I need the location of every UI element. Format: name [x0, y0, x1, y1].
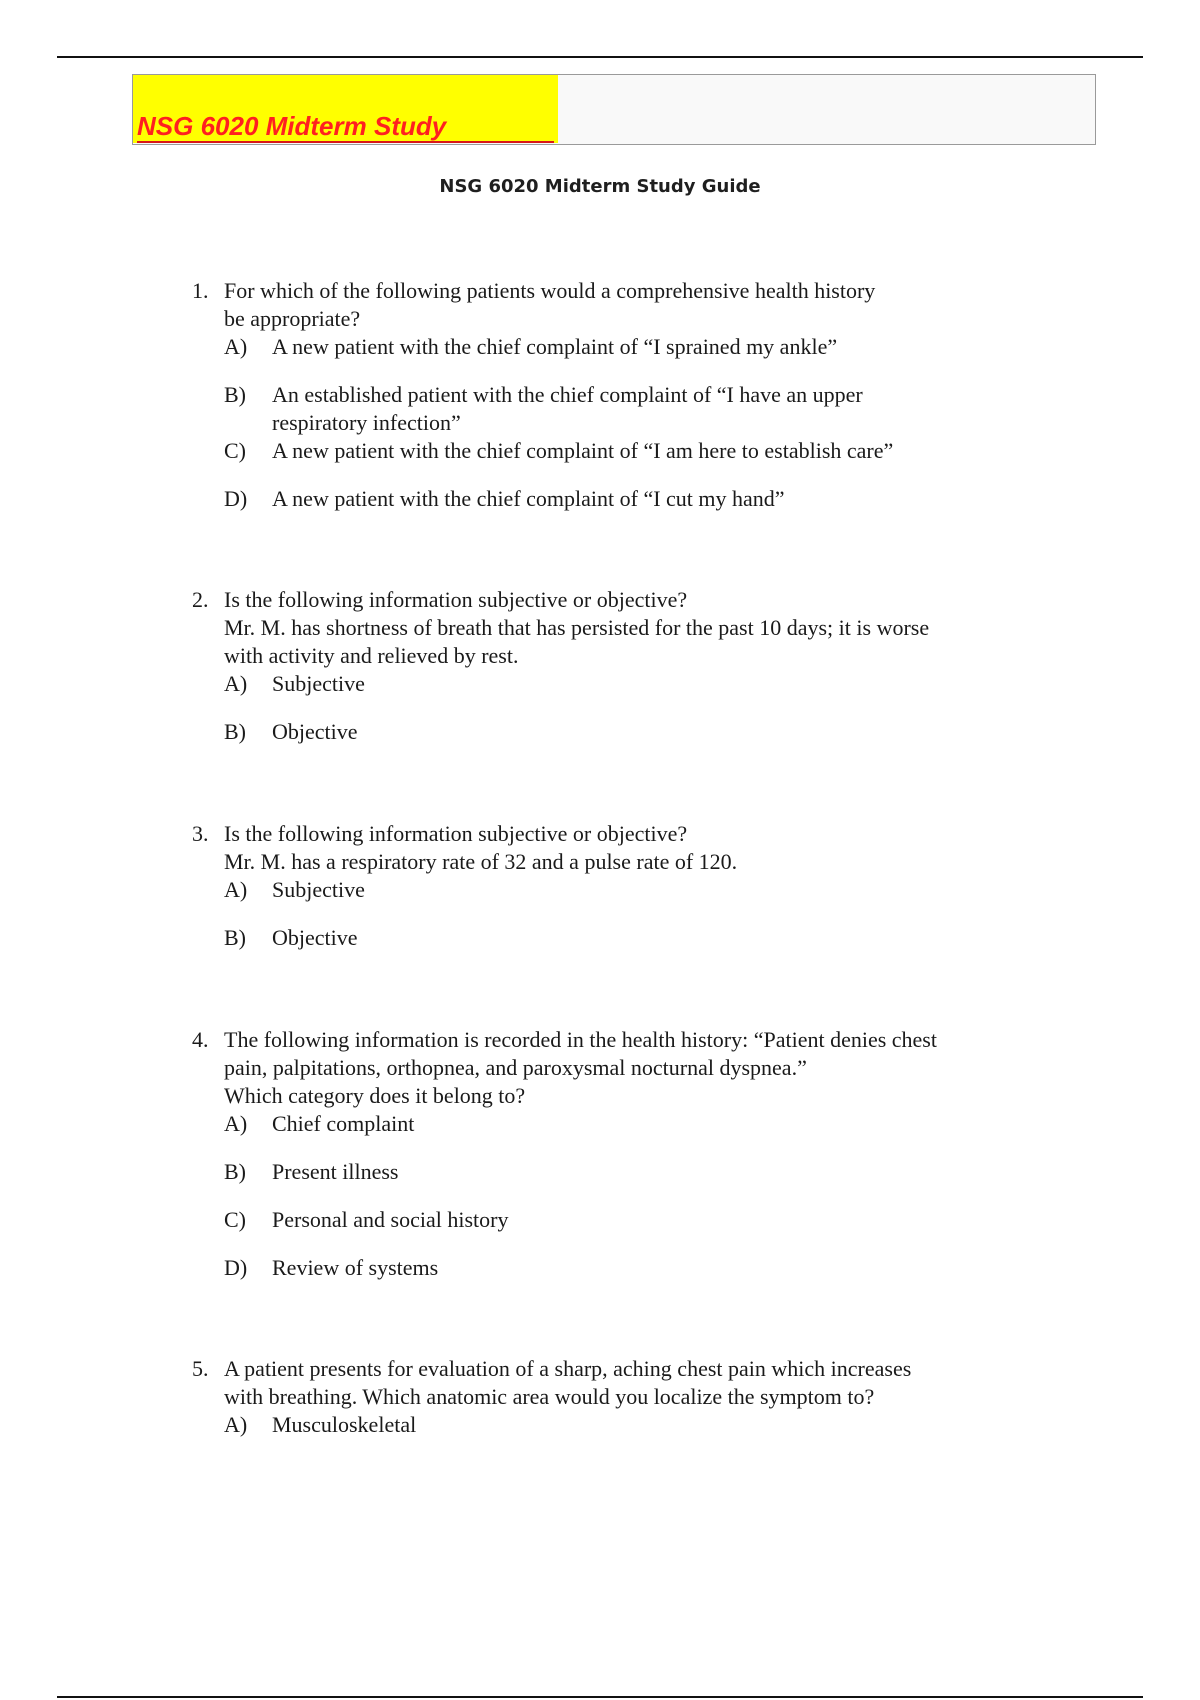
answer-option-b — [224, 1158, 1032, 1186]
question-line: Is the following information subjective or objective? — [224, 821, 688, 846]
question-number: 5. — [192, 1356, 209, 1381]
answer-options — [224, 333, 1032, 513]
option-line: Present illness — [272, 1159, 399, 1184]
option-letter: D) — [224, 1255, 248, 1280]
option-letter: C) — [224, 1207, 246, 1232]
answer-option-c — [224, 1206, 1032, 1234]
option-text — [272, 1110, 1032, 1138]
question-number: 4. — [192, 1027, 209, 1052]
option-letter: A) — [224, 1412, 248, 1437]
question-number: 1. — [192, 278, 209, 303]
option-text — [272, 437, 1032, 465]
question-line: A patient presents for evaluation of a sharp, aching chest pain which increases — [224, 1356, 912, 1381]
answer-options — [224, 876, 1032, 952]
question-3 — [192, 820, 1032, 952]
question-line: Is the following information subjective or objective? — [224, 587, 688, 612]
option-line: respiratory infection” — [272, 410, 461, 435]
option-letter: B) — [224, 719, 246, 744]
option-text — [272, 1158, 1032, 1186]
option-text — [272, 1206, 1032, 1234]
answer-option-a — [224, 1411, 1032, 1439]
answer-option-c — [224, 437, 1032, 465]
option-line: A new patient with the chief complaint of “I sprained my ankle” — [272, 334, 838, 359]
answer-option-a — [224, 876, 1032, 904]
option-line: Subjective — [272, 671, 365, 696]
answer-option-b — [224, 718, 1032, 746]
answer-option-a — [224, 333, 1032, 361]
option-text — [272, 381, 1032, 437]
question-1 — [192, 277, 1032, 513]
option-line: Objective — [272, 719, 358, 744]
question-line: For which of the following patients would a comprehensive health history — [224, 278, 876, 303]
option-letter: D) — [224, 486, 248, 511]
header-banner — [133, 75, 558, 143]
option-text — [272, 333, 1032, 361]
option-letter: A) — [224, 334, 248, 359]
question-line: pain, palpitations, orthopnea, and paroxysmal nocturnal dyspnea.” — [224, 1055, 807, 1080]
option-line: Personal and social history — [272, 1207, 509, 1232]
option-letter: B) — [224, 925, 246, 950]
option-text — [272, 924, 1032, 952]
question-4 — [192, 1026, 1032, 1282]
question-text — [224, 277, 1032, 333]
question-number: 2. — [192, 587, 209, 612]
option-text — [272, 670, 1032, 698]
option-letter: A) — [224, 671, 248, 696]
question-line: Mr. M. has a respiratory rate of 32 and a pulse rate of 120. — [224, 849, 738, 874]
answer-option-d — [224, 1254, 1032, 1282]
question-text — [224, 1026, 1032, 1110]
option-line: Objective — [272, 925, 358, 950]
option-letter: A) — [224, 877, 248, 902]
question-5 — [192, 1355, 1032, 1439]
option-letter: A) — [224, 1111, 248, 1136]
option-line: Chief complaint — [272, 1111, 415, 1136]
answer-options — [224, 1110, 1032, 1282]
question-line: be appropriate? — [224, 306, 361, 331]
option-text — [272, 1411, 1032, 1439]
option-line: A new patient with the chief complaint of “I cut my hand” — [272, 486, 785, 511]
question-text — [224, 1355, 1032, 1411]
header-banner-text: NSG 6020 Midterm Study — [137, 113, 554, 143]
option-text — [272, 485, 1032, 513]
answer-option-b — [224, 924, 1032, 952]
question-line: with breathing. Which anatomic area would you localize the symptom to? — [224, 1384, 875, 1409]
top-rule — [57, 56, 1143, 58]
answer-options — [224, 670, 1032, 746]
header-box — [132, 74, 1096, 145]
option-line: An established patient with the chief complaint of “I have an upper — [272, 382, 863, 407]
option-line: Subjective — [272, 877, 365, 902]
option-letter: B) — [224, 382, 246, 407]
answer-option-b — [224, 381, 1032, 437]
answer-option-d — [224, 485, 1032, 513]
option-text — [272, 718, 1032, 746]
bottom-rule — [57, 1696, 1143, 1698]
option-text — [272, 876, 1032, 904]
option-letter: C) — [224, 438, 246, 463]
question-text — [224, 820, 1032, 876]
option-text — [272, 1254, 1032, 1282]
question-line: Mr. M. has shortness of breath that has persisted for the past 10 days; it is worse — [224, 615, 930, 640]
question-line: with activity and relieved by rest. — [224, 643, 519, 668]
option-letter: B) — [224, 1159, 246, 1184]
option-line: Musculoskeletal — [272, 1412, 417, 1437]
answer-option-a — [224, 1110, 1032, 1138]
option-line: A new patient with the chief complaint of “I am here to establish care” — [272, 438, 894, 463]
option-line: Review of systems — [272, 1255, 439, 1280]
question-number: 3. — [192, 821, 209, 846]
question-line: Which category does it belong to? — [224, 1083, 526, 1108]
answer-option-a — [224, 670, 1032, 698]
answer-options — [224, 1411, 1032, 1439]
question-2 — [192, 586, 1032, 746]
question-text — [224, 586, 1032, 670]
question-line: The following information is recorded in the health history: “Patient denies chest — [224, 1027, 937, 1052]
page-title: NSG 6020 Midterm Study Guide — [439, 176, 761, 197]
